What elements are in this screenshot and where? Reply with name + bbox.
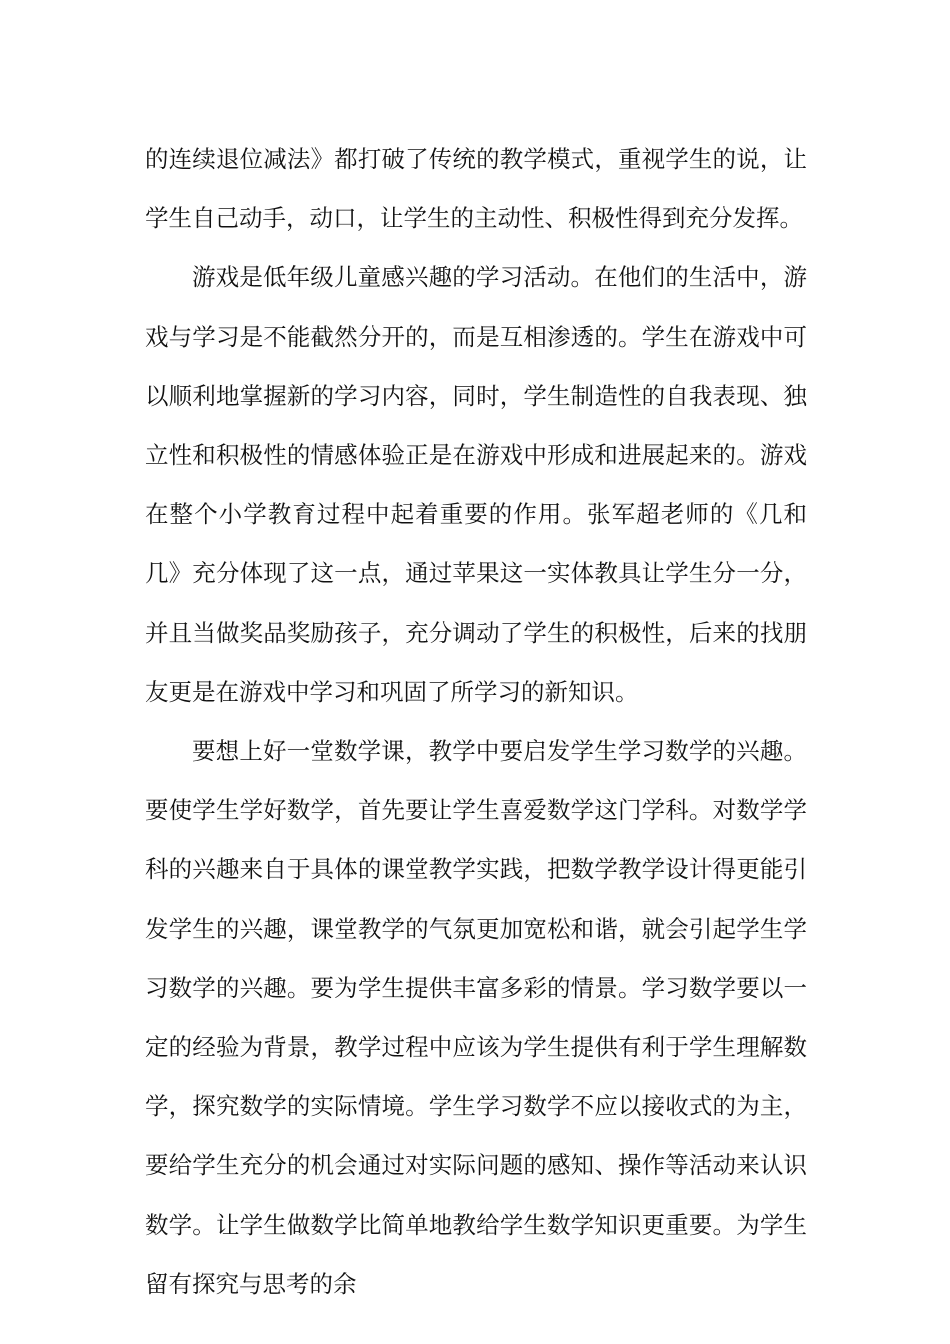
paragraph-3: 要想上好一堂数学课，教学中要启发学生学习数学的兴趣。要使学生学好数学，首先要让学生喜爱数学这门学科。对数学学科的兴趣来自于具体的课堂教学实践，把数学教学设计得更能引发学生的兴趣，课堂教学的气氛更加宽松和谐，就会引起学生学习数学的兴趣。要为学生提供丰富多彩的情景。学习数学要以一定的经验为背景，教学过程中应该为学生提供有利于学生理解数学，探究数学的实际情境。学生学习数学不应以接收式的为主，要给学生充分的机会通过对实际问题的感知、操作等活动来认识数学。让学生做数学比简单地教给学生数学知识更重要。为学生留有探究与思考的余 — [145, 737, 807, 1298]
paragraph-2: 游戏是低年级儿童感兴趣的学习活动。在他们的生活中，游戏与学习是不能截然分开的，而是互相渗透的。学生在游戏中可以顺利地掌握新的学习内容，同时，学生制造性的自我表现、独立性和积极性的情感体验正是在游戏中形成和进展起来的。游戏在整个小学教育过程中起着重要的作用。张军超老师的《几和几》充分体现了这一点，通过苹果这一实体教具让学生分一分，并且当做奖品奖励孩子，充分调动了学生的积极性，后来的找朋友更是在游戏中学习和巩固了所学习的新知识。 — [145, 263, 807, 706]
paragraph-1: 的连续退位减法》都打破了传统的教学模式，重视学生的说，让学生自己动手，动口，让学生的主动性、积极性得到充分发挥。 — [145, 145, 807, 233]
body-text — [145, 130, 807, 1314]
